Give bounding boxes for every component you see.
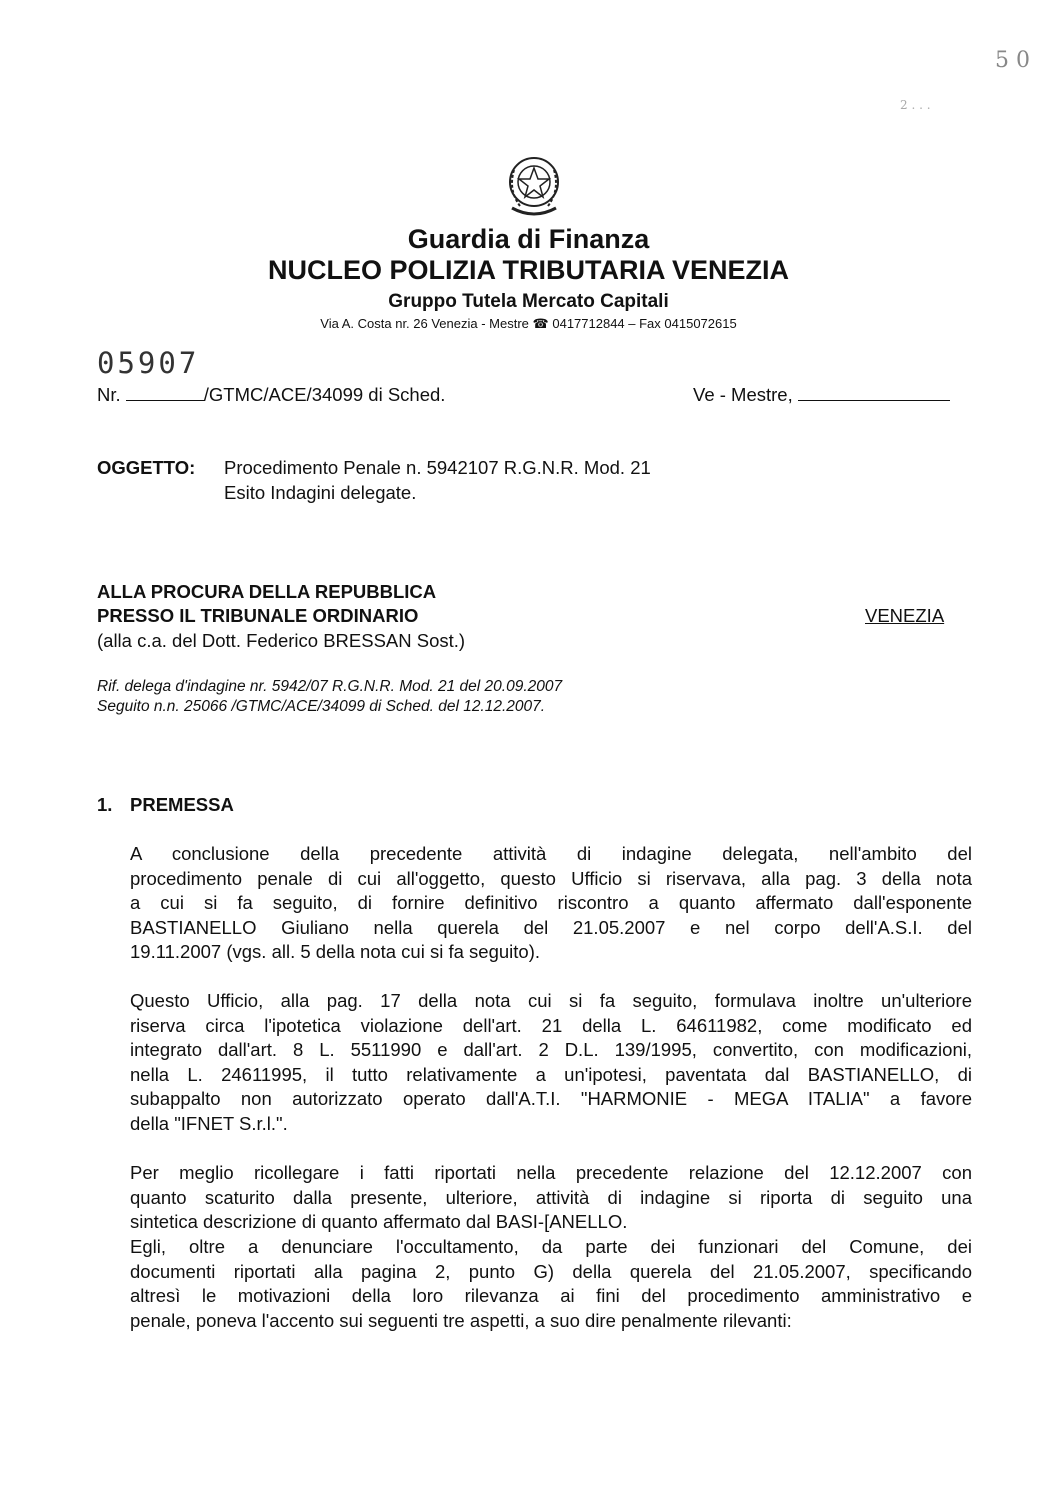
nr-label: Nr. xyxy=(97,384,121,405)
place-label: Ve - Mestre, xyxy=(693,384,793,405)
handwritten-page-number: 5 0 xyxy=(995,48,1030,73)
header-title: Guardia di Finanza xyxy=(407,224,650,254)
text-line: della "IFNET S.r.l.". xyxy=(130,1112,288,1134)
text-line: subappalto non autorizzato operato dall'A.T.I. "HARMONIE - MEGA ITALIA" a favore xyxy=(130,1088,972,1109)
text-line: Egli, oltre a denunciare l'occultamento, da parte dei funzionari del Comune, dei xyxy=(130,1236,972,1257)
date-blank xyxy=(798,386,950,401)
protocol-stamp-number: 05907 xyxy=(97,346,200,380)
reference-line: Rif. delega d'indagine nr. 5942/07 R.G.N.R. Mod. 21 del 20.09.2007 xyxy=(97,678,563,695)
emblem-icon xyxy=(500,150,568,227)
nr-blank xyxy=(126,386,204,401)
recipient-city: VENEZIA xyxy=(865,605,945,626)
text-line: riserva circa l'ipotetica violazione dell'art. 21 della L. 64611982, come modificato ed xyxy=(130,1014,972,1036)
text-line: altresì le motivazioni della loro rilevanza ai fini del procedimento amministrativo e xyxy=(130,1285,972,1306)
text-line: penale, poneva l'accento sui seguenti tre aspetti, a suo dire penalmente rilevanti: xyxy=(130,1309,792,1331)
text-line: quanto scaturito dalla presente, ulteriore, attività di indagine si riporta di seguito una xyxy=(130,1186,972,1208)
subject-line-2: Esito Indagini delegate. xyxy=(224,482,417,503)
phone-icon: ☎ xyxy=(532,316,549,331)
subject-label: OGGETTO: xyxy=(97,457,196,478)
paragraph xyxy=(130,989,972,1136)
text-line: integrato dall'art. 8 L. 5511990 e dall'art. 2 D.L. 139/1995, convertito, con modificazioni, xyxy=(130,1039,972,1060)
section-number: 1. xyxy=(97,794,113,815)
recipient-line-3: (alla c.a. del Dott. Federico BRESSAN Sost.) xyxy=(97,630,466,651)
handwritten-scribble: 2 . . . xyxy=(900,98,931,112)
text-line: procedimento penale di cui all'oggetto, questo Ufficio si riservava, alla pag. 3 della nota xyxy=(130,867,972,889)
place-date-line xyxy=(693,384,950,406)
subject-line-1: Procedimento Penale n. 5942107 R.G.N.R. Mod. 21 xyxy=(224,457,651,478)
text-line: nella L. 24611995, il tutto relativamente a un'ipotesi, paventata dal BASTIANELLO, di xyxy=(130,1063,972,1085)
header-group: Gruppo Tutela Mercato Capitali xyxy=(388,291,669,312)
text-line: Questo Ufficio, alla pag. 17 della nota cui si fa seguito, formulava inoltre un'ulteriore xyxy=(130,990,972,1011)
text-line: sintetica descrizione di quanto affermato dal BASI-[ANELLO. xyxy=(130,1211,628,1232)
reference-line: Seguito n.n. 25066 /GTMC/ACE/34099 di Sched. del 12.12.2007. xyxy=(97,698,546,715)
text-line: BASTIANELLO Giuliano nella querela del 21.05.2007 e nel corpo dell'A.S.I. del xyxy=(130,916,972,938)
text-line: A conclusione della precedente attività di indagine delegata, nell'ambito del xyxy=(130,843,972,864)
paragraph xyxy=(130,1161,972,1235)
address-text: Via A. Costa nr. 26 Venezia - Mestre xyxy=(320,316,529,331)
recipient-line-2: PRESSO IL TRIBUNALE ORDINARIO xyxy=(97,605,419,626)
section-title: PREMESSA xyxy=(130,794,234,815)
paragraph xyxy=(130,1235,972,1333)
header-subtitle: NUCLEO POLIZIA TRIBUTARIA VENEZIA xyxy=(268,255,789,285)
header-address xyxy=(0,316,1057,332)
recipient-line-1: ALLA PROCURA DELLA REPUBBLICA xyxy=(97,581,437,602)
nr-suffix: /GTMC/ACE/34099 di Sched. xyxy=(203,384,446,405)
phone-fax-text: 0417712844 – Fax 0415072615 xyxy=(552,316,737,331)
text-line: Per meglio ricollegare i fatti riportati nella precedente relazione del 12.12.2007 con xyxy=(130,1162,972,1183)
protocol-number-line xyxy=(97,384,445,406)
paragraph xyxy=(130,842,972,965)
text-line: 19.11.2007 (vgs. all. 5 della nota cui si fa seguito). xyxy=(130,941,540,962)
text-line: documenti riportati alla pagina 2, punto G) della querela del 21.05.2007, specificando xyxy=(130,1260,972,1282)
text-line: a cui si fa seguito, di fornire definitivo riscontro a quanto affermato dall'esponente xyxy=(130,892,972,913)
